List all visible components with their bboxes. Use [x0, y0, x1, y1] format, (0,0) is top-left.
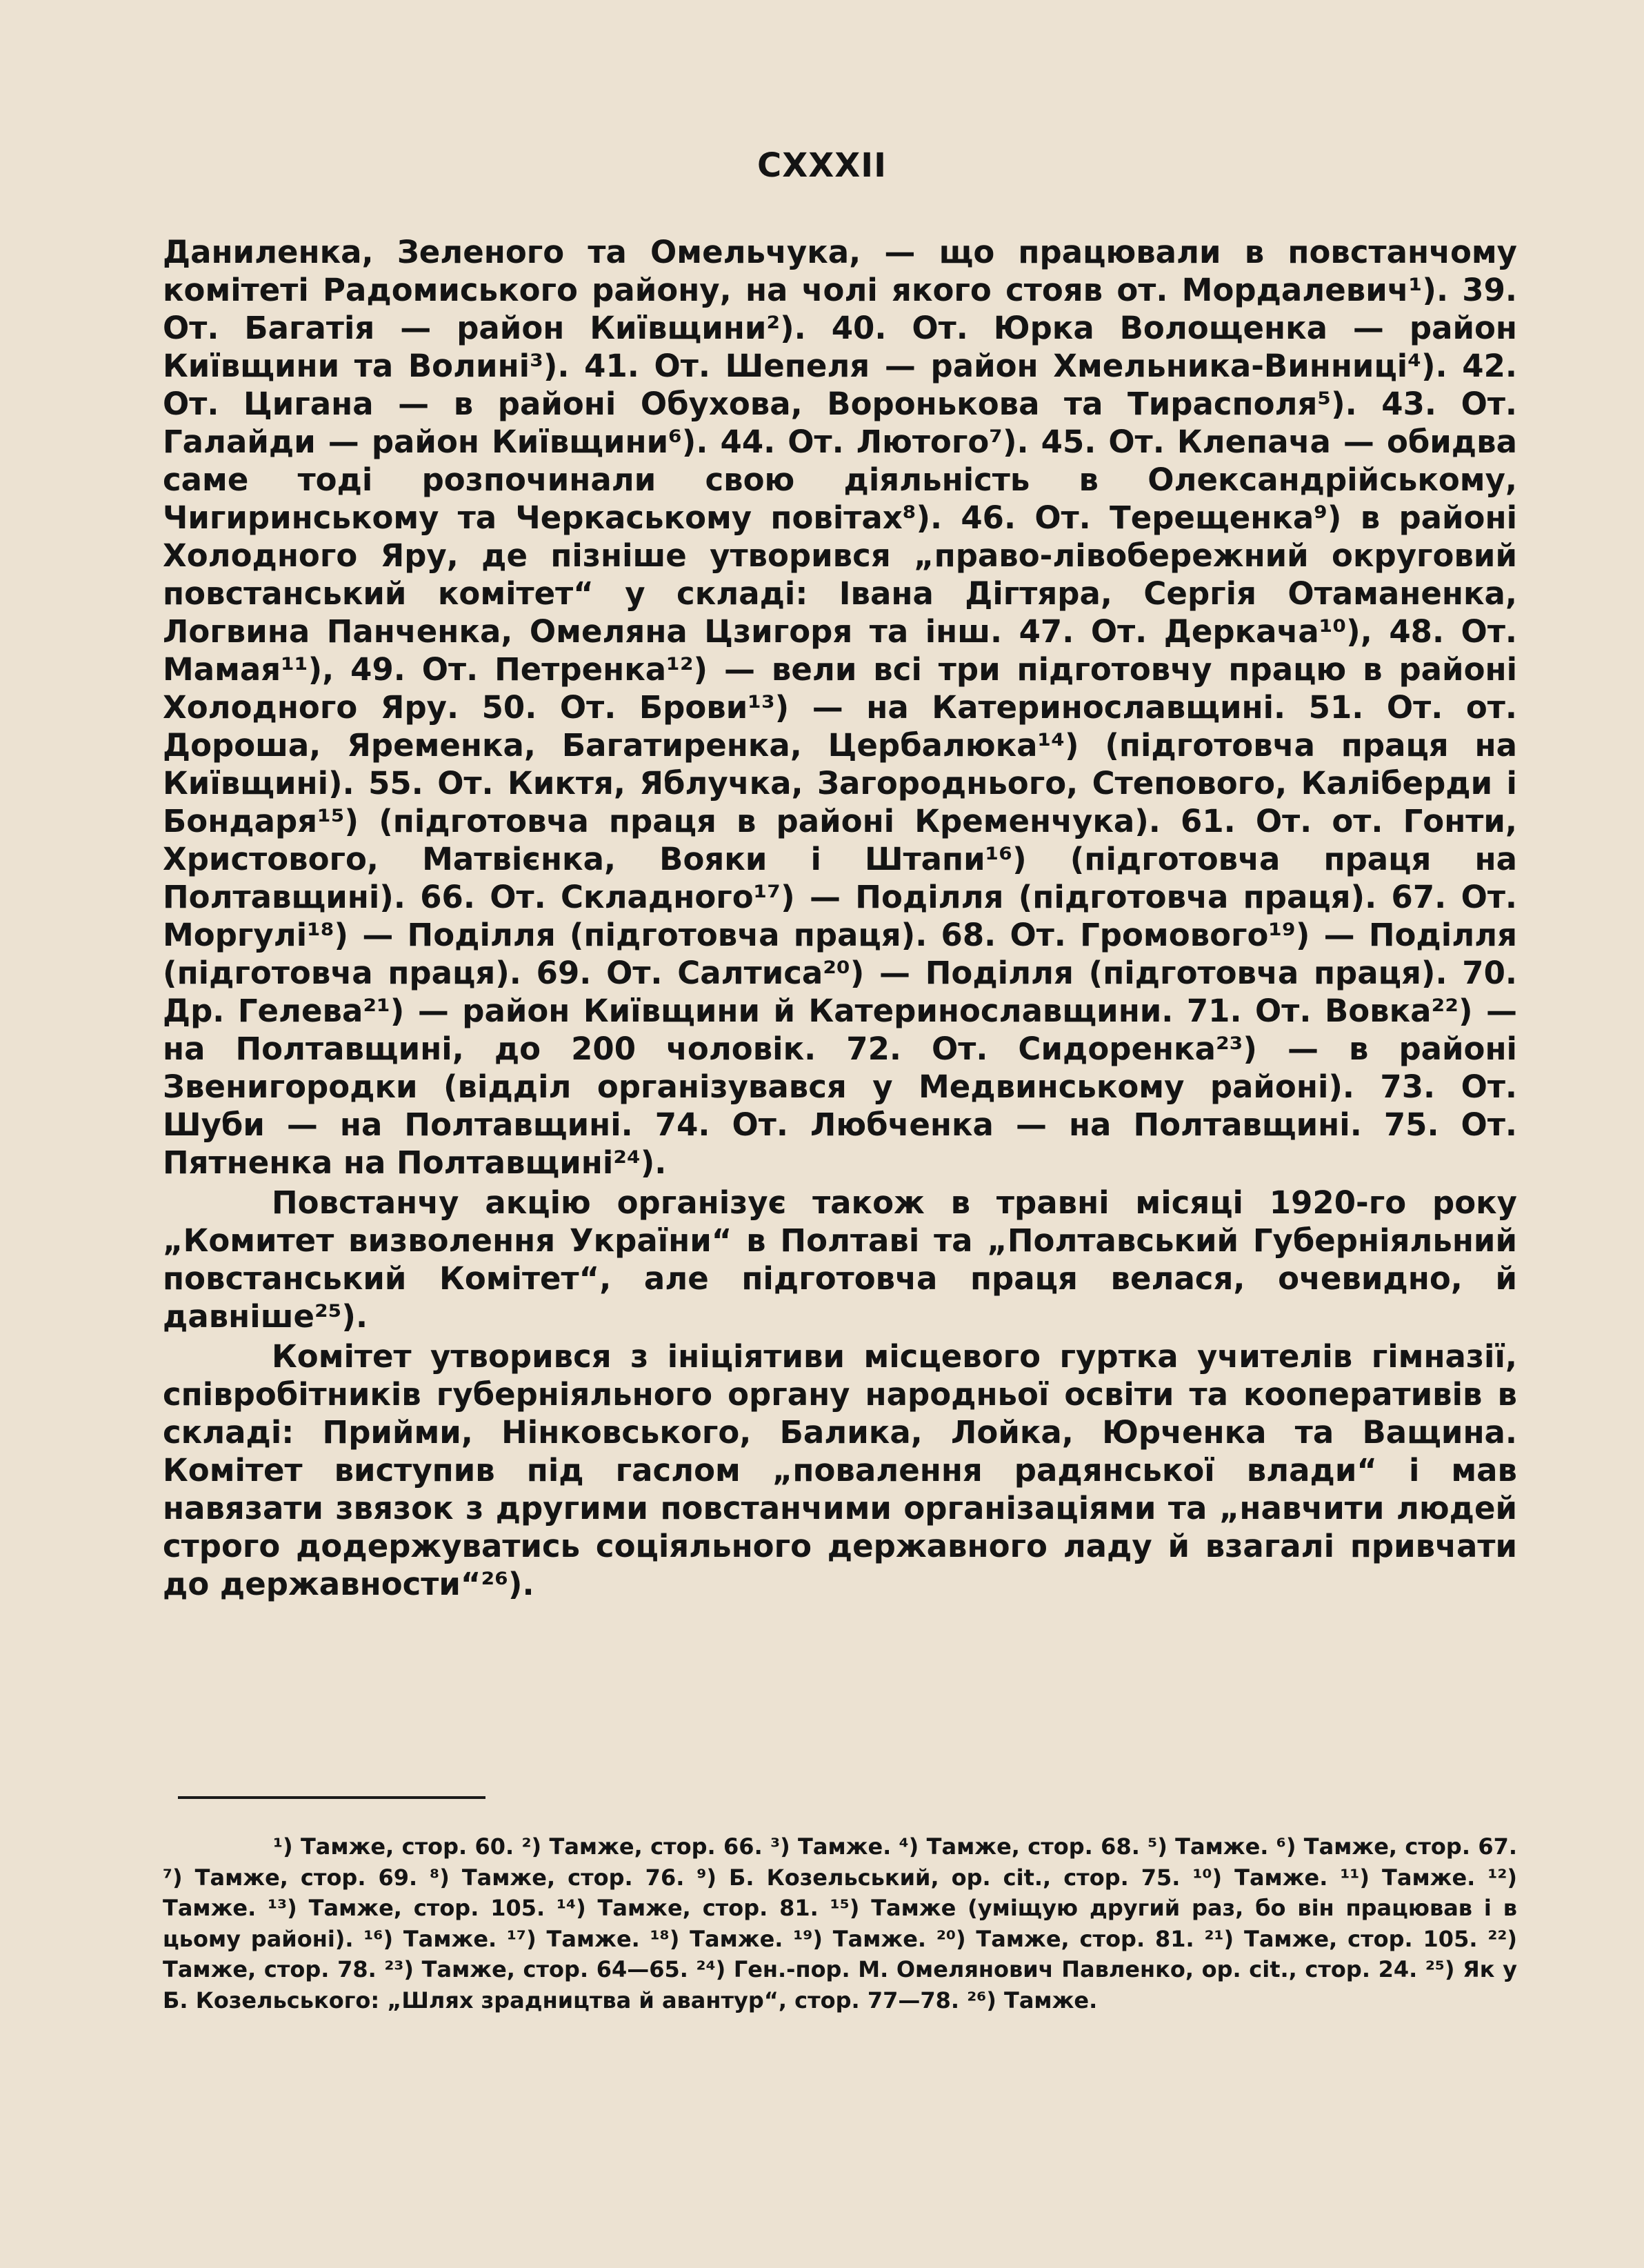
footnotes: ¹) Тамже, стор. 60. ²) Тамже, стор. 66. ³) Тамже. ⁴) Тамже, стор. 68. ⁵) Тамже. ⁶) Тамже, стор. 67. ⁷) Тамже, стор. 69. ⁸) Тамже, стор. 76. ⁹) Б. Козельський, op. cit., стор. 75. ¹⁰) Тамже. ¹¹) Тамже. ¹²) Тамже. ¹³) Тамже, стор. 105. ¹⁴) Тамже, стор. 81. ¹⁵) Тамже (уміщую другий раз, бо він працював і в цьому районі). ¹⁶) Тамже. ¹⁷) Тамже. ¹⁸) Тамже. ¹⁹) Тамже. ²⁰) Тамже, стор. 81. ²¹) Тамже, стор. 105. ²²) Тамже, стор. 78. ²³) Тамже, стор. 64—65. ²⁴) Ген.-пор. М. Омелянович Павленко, op. cit., стор. 24. ²⁵) Як у Б. Козельського: „Шлях зрадництва й авантур“, стор. 77—78. ²⁶) Тамже.	[163, 1833, 1517, 2013]
paragraph: Повстанчу акцію організує також в травні місяці 1920-го року „Комитет визволення України“ в Полтаві та „Полтавський Губерніяльний повстанський Комітет“, але підготовча праця велася, очевидно, й давніше²⁵).	[163, 1184, 1517, 1335]
paragraph: Комітет утворився з ініціятиви місцевого гуртка учителів гімназії, співробітників губерніяльного органу народньої освіти та кооперативів в складі: Прийми, Нінковського, Балика, Лойка, Юрченка та Ващина. Комітет виступив під гаслом „повалення радянської влади“ і мав навязати звязок з другими повстанчими організаціями та „навчити людей строго додержуватись соціяльного державного ладу й взагалі привчати до державности“²⁶).	[163, 1338, 1517, 1602]
footnote-separator	[178, 1796, 485, 1799]
paragraph: Даниленка, Зеленого та Омельчука, — що працювали в повстанчому комітеті Радомиського району, на чолі якого стояв от. Мордалевич¹). 39. От. Багатія — район Київщини²). 40. От. Юрка Волощенка — район Київщини та Волині³). 41. От. Шепеля — район Хмельника-Винниці⁴). 42. От. Цигана — в районі Обухова, Воронькова та Тирасполя⁵). 43. От. Галайди — район Київщини⁶). 44. От. Лютого⁷). 45. От. Клепача — обидва саме тоді розпочинали свою діяльність в Олександрійському, Чигиринському та Черкаському повітах⁸). 46. От. Терещенка⁹) в районі Холодного Яру, де пізніше утворився „право-лівобережний округовий повстанський комітет“ у складі: Івана Дігтяра, Сергія Отаманенка, Логвина Панченка, Омеляна Цзигоря та інш. 47. От. Деркача¹⁰), 48. От. Мамая¹¹), 49. От. Петренка¹²) — вели всі три підготовчу працю в районі Холодного Яру. 50. От. Брови¹³) — на Катеринославщині. 51. От. от. Дороша, Яременка, Багатиренка, Цербалюка¹⁴) (підготовча праця на Київщині). 55. От. Киктя, Яблучка, Загороднього, Степового, Каліберди і Бондаря¹⁵) (підготовча праця в районі Кременчука). 61. От. от. Гонти, Христового, Матвієнка, Вояки і Штапи¹⁶) (підготовча праця на Полтавщині). 66. От. Складного¹⁷) — Поділля (підготовча праця). 67. От. Моргулі¹⁸) — Поділля (підготовча праця). 68. От. Громового¹⁹) — Поділля (підготовча праця). 69. От. Салтиса²⁰) — Поділля (підготовча праця). 70. Др. Гелева²¹) — район Київщини й Катеринославщини. 71. От. Вовка²²) — на Полтавщині, до 200 чоловік. 72. От. Сидоренка²³) — в районі Звенигородки (відділ організувався у Медвинському районі). 73. От. Шуби — на Полтавщині. 74. От. Любченка — на Полтавщині. 75. От. Пятненка на Полтавщині²⁴).	[163, 234, 1517, 1181]
body-text	[163, 233, 1517, 1603]
page-number: CXXXII	[757, 146, 887, 185]
